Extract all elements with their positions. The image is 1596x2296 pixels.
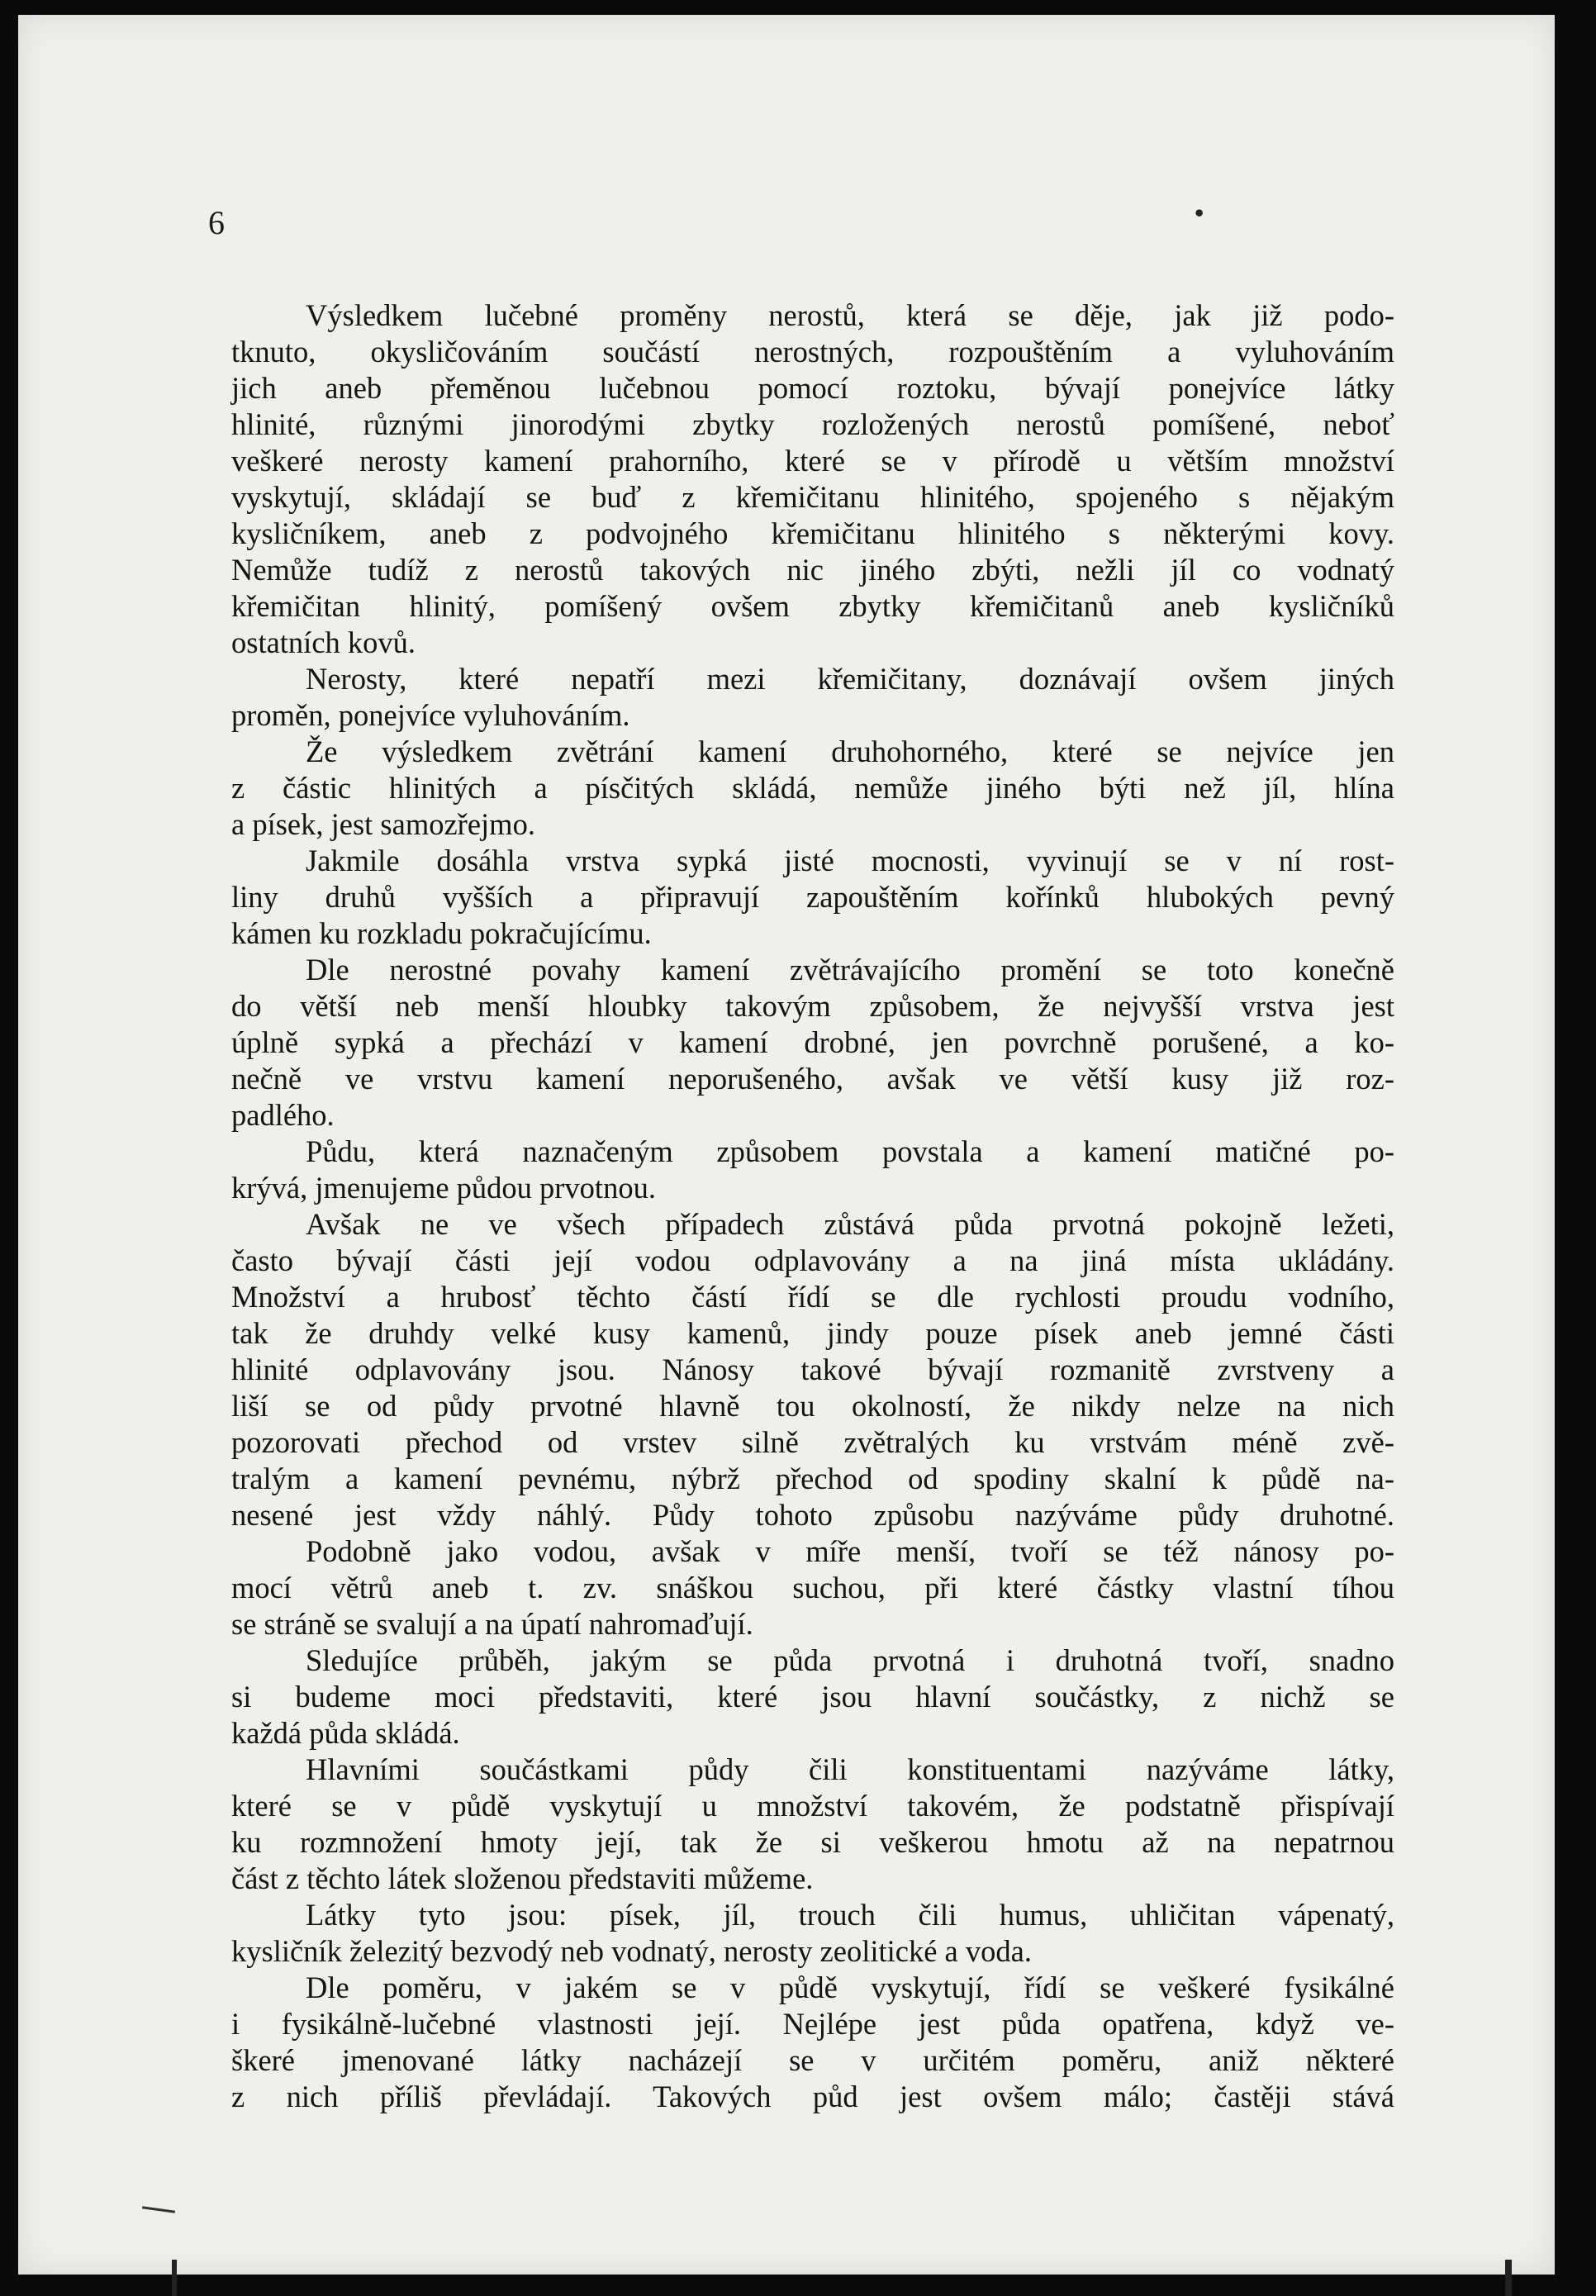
text-line: kysličníkem, aneb z podvojného křemičitanu hlinitého s některými kovy.	[231, 516, 1394, 550]
text-line: kámen ku rozkladu pokračujícímu.	[231, 916, 652, 950]
text-line: i fysikálně-lučebné vlastnosti její. Nejlépe jest půda opatřena, když ve-	[231, 2007, 1394, 2041]
text-line: liší se od půdy prvotné hlavně tou okolností, že nikdy nelze na nich	[231, 1389, 1394, 1423]
text-line: Půdu, která naznačeným způsobem povstala a kamení matičné po-	[306, 1134, 1394, 1168]
text-line: se stráně se svalují a na úpatí nahromaďují.	[231, 1607, 753, 1641]
text-line: Dle nerostné povahy kamení zvětrávajícího promění se toto konečně	[306, 953, 1394, 986]
text-line: liny druhů vyšších a připravují zapouštěním kořínků hlubokých pevný	[231, 880, 1394, 914]
text-line: mocí větrů aneb t. zv. snáškou suchou, při které částky vlastní tíhou	[231, 1571, 1394, 1604]
text-line: Množství a hrubosť těchto částí řídí se dle rychlosti proudu vodního,	[231, 1280, 1394, 1314]
text-line: tknuto, okysličováním součástí nerostných, rozpouštěním a vyluhováním	[231, 335, 1394, 368]
text-line: pozorovati přechod od vrstev silně zvětralých ku vrstvám méně zvě-	[231, 1425, 1394, 1459]
text-line: škeré jmenované látky nacházejí se v určitém poměru, aniž některé	[231, 2043, 1394, 2077]
text-line: kysličník železitý bezvodý neb vodnatý, nerosty zeolitické a voda.	[231, 1934, 1032, 1968]
text-line: hlinité, různými jinorodými zbytky rozložených nerostů pomíšené, neboť	[231, 407, 1394, 441]
text-line: vyskytují, skládají se buď z křemičitanu hlinitého, spojeného s nějakým	[231, 480, 1394, 514]
text-line: si budeme moci představiti, které jsou hlavní součástky, z nichž se	[231, 1680, 1394, 1714]
text-line: které se v půdě vyskytují u množství takovém, že podstatně přispívají	[231, 1789, 1394, 1823]
text-line: do větší neb menší hloubky takovým způsobem, že nejvyšší vrstva jest	[231, 989, 1394, 1023]
page-number: 6	[208, 204, 225, 241]
corner-mark: •	[1193, 202, 1206, 226]
text-line: Dle poměru, v jakém se v půdě vyskytují, řídí se veškeré fysikálné	[306, 1970, 1394, 2004]
text-line: Nemůže tudíž z nerostů takových nic jiného zbýti, nežli jíl co vodnatý	[231, 553, 1394, 587]
text-line: tralým a kamení pevnému, nýbrž přechod od spodiny skalní k půdě na-	[231, 1462, 1394, 1495]
binding-mark-right	[1505, 2260, 1512, 2296]
text-line: tak že druhdy velké kusy kamenů, jindy pouze písek aneb jemné části	[231, 1316, 1394, 1350]
text-line: padlého.	[231, 1098, 335, 1132]
text-line: Nerosty, které nepatří mezi křemičitany, doznávají ovšem jiných	[306, 662, 1394, 696]
binding-mark-left	[172, 2260, 177, 2296]
text-line: jich aneb přeměnou lučebnou pomocí roztoku, bývají ponejvíce látky	[231, 371, 1394, 405]
text-line: nesené jest vždy náhlý. Půdy tohoto způsobu nazýváme půdy druhotné.	[231, 1498, 1394, 1532]
text-line: často bývají části její vodou odplavovány a na jiná místa ukládány.	[231, 1243, 1394, 1277]
text-line: ku rozmnožení hmoty její, tak že si veškerou hmotu až na nepatrnou	[231, 1825, 1394, 1859]
text-line: hlinité odplavovány jsou. Nánosy takové bývají rozmanitě zvrstveny a	[231, 1352, 1394, 1386]
text-line: veškeré nerosty kamení prahorního, které se v přírodě u větším množství	[231, 444, 1394, 478]
text-line: z částic hlinitých a písčitých skládá, nemůže jiného býti než jíl, hlína	[231, 771, 1394, 805]
text-line: Výsledkem lučebné proměny nerostů, která se děje, jak již podo-	[306, 298, 1394, 332]
text-line: část z těchto látek složenou představiti můžeme.	[231, 1861, 814, 1895]
text-line: Avšak ne ve všech případech zůstává půda prvotná pokojně ležeti,	[306, 1207, 1394, 1241]
text-line: Hlavními součástkami půdy čili konstituentami nazýváme látky,	[306, 1752, 1394, 1786]
document-page	[18, 15, 1555, 2275]
ink-mark	[142, 2206, 175, 2213]
text-line: křemičitan hlinitý, pomíšený ovšem zbytky křemičitanů aneb kysličníků	[231, 589, 1394, 623]
text-line: Podobně jako vodou, avšak v míře menší, tvoří se též nánosy po-	[306, 1534, 1394, 1568]
text-line: Že výsledkem zvětrání kamení druhohorného, které se nejvíce jen	[306, 734, 1394, 768]
text-line: Sledujíce průběh, jakým se půda prvotná i druhotná tvoří, snadno	[306, 1643, 1394, 1677]
text-line: a písek, jest samozřejmo.	[231, 807, 535, 841]
text-line: z nich příliš převládají. Takových půd jest ovšem málo; častěji stává	[231, 2080, 1394, 2113]
text-line: proměn, ponejvíce vyluhováním.	[231, 698, 630, 732]
text-line: úplně sypká a přechází v kamení drobné, jen povrchně porušené, a ko-	[231, 1025, 1394, 1059]
text-line: každá půda skládá.	[231, 1716, 460, 1750]
text-line: ostatních kovů.	[231, 625, 416, 659]
text-line: nečně ve vrstvu kamení neporušeného, avšak ve větší kusy již roz-	[231, 1062, 1394, 1096]
text-line: krývá, jmenujeme půdou prvotnou.	[231, 1171, 656, 1205]
text-line: Látky tyto jsou: písek, jíl, trouch čili humus, uhličitan vápenatý,	[306, 1898, 1394, 1932]
body-text	[231, 297, 1394, 2115]
text-line: Jakmile dosáhla vrstva sypká jisté mocnosti, vyvinují se v ní rost-	[306, 844, 1394, 877]
